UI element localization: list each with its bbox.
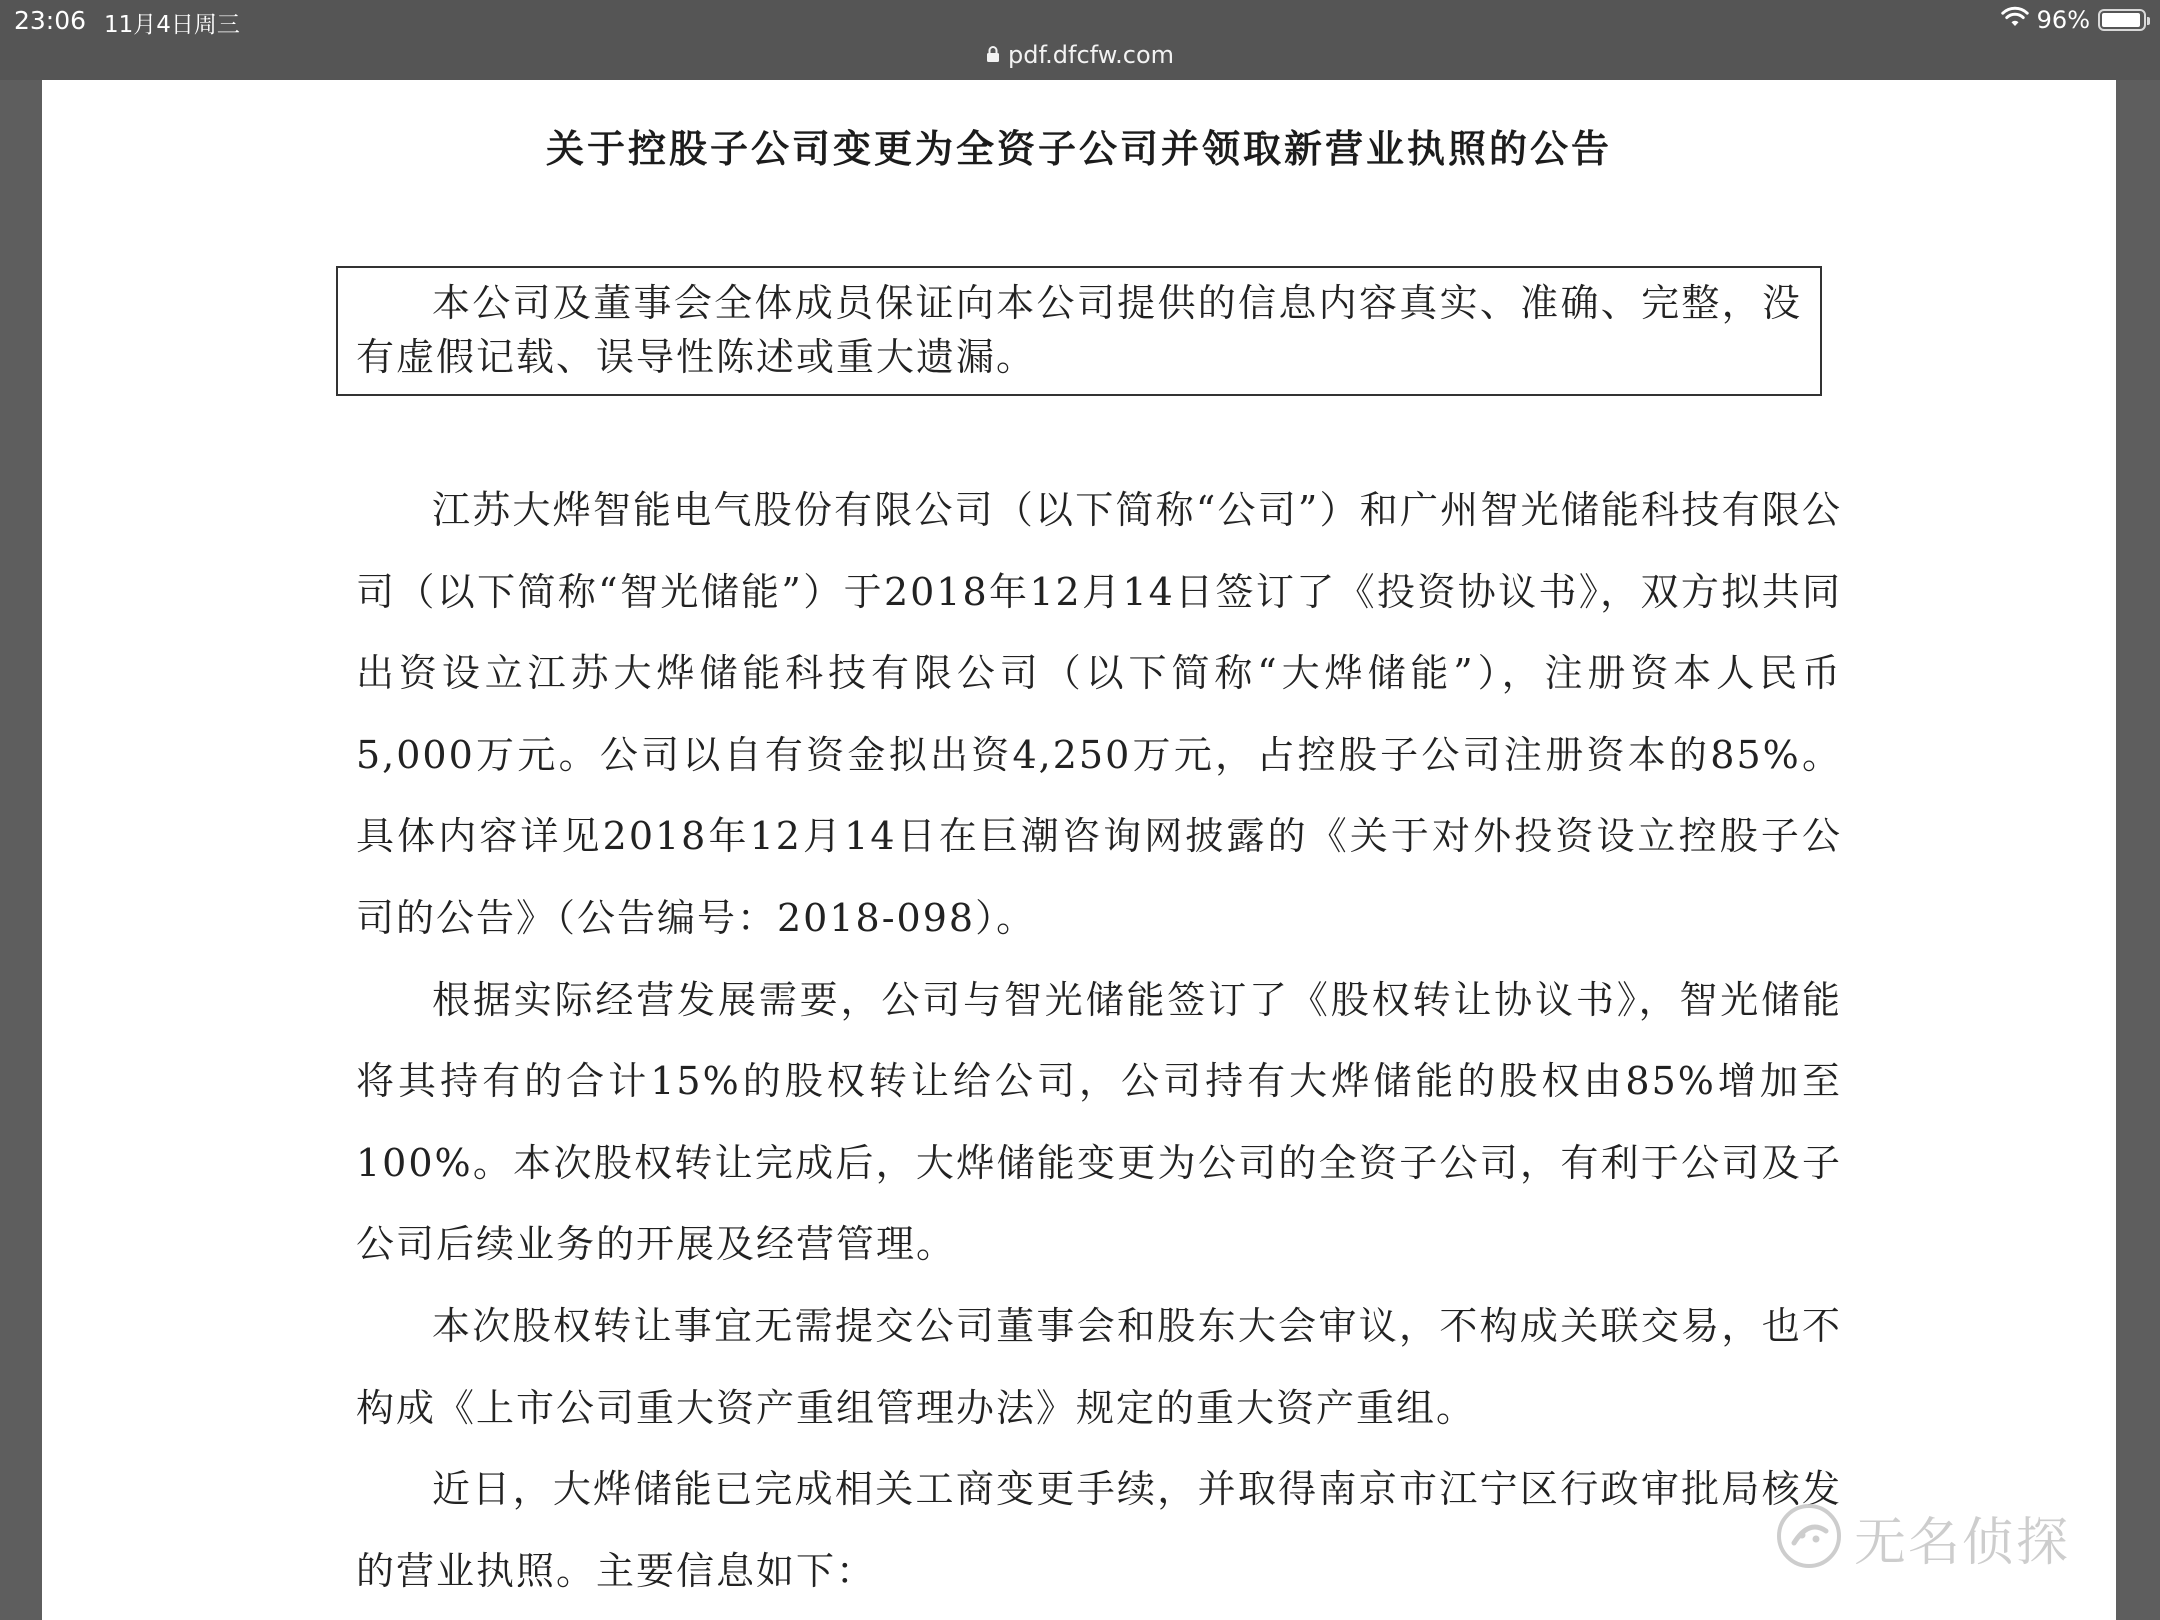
battery-percent: 96%	[2036, 6, 2090, 34]
board-guarantee-text: 本公司及董事会全体成员保证向本公司提供的信息内容真实、准确、完整，没有虚假记载、误导性陈述或重大遗漏。	[356, 281, 1802, 379]
paragraph-business-license: 近日，大烨储能已完成相关工商变更手续，并取得南京市江宁区行政审批局核发的营业执照。主要信息如下：	[356, 1467, 1842, 1593]
pdf-page	[42, 80, 2116, 1620]
address-bar[interactable]	[0, 38, 2160, 72]
paragraph-background: 江苏大烨智能电气股份有限公司（以下简称“公司”）和广州智光储能科技有限公司（以下简称“智光储能”）于2018年12月14日签订了《投资协议书》，双方拟共同出资设立江苏大烨储能科技有限公司（以下简称“大烨储能”），注册资本人民币5,000万元。公司以自有资金拟出资4,250万元，占控股子公司注册资本的85%。具体内容详见2018年12月14日在巨潮咨询网披露的《关于对外投资设立控股子公司的公告》（公告编号：2018-098）。	[356, 488, 1842, 940]
board-guarantee-box	[336, 266, 1822, 396]
status-indicators	[2001, 4, 2146, 36]
lock-icon	[986, 41, 1000, 69]
watermark	[1774, 1500, 2070, 1575]
paragraph-approval: 本次股权转让事宜无需提交公司董事会和股东大会审议，不构成关联交易，也不构成《上市公司重大资产重组管理办法》规定的重大资产重组。	[356, 1303, 1842, 1430]
battery-level	[2102, 13, 2140, 27]
status-date: 11月4日周三	[104, 12, 240, 38]
watermark-text: 无名侦探	[1854, 1513, 2071, 1573]
wifi-icon	[2001, 6, 2029, 34]
paragraph-equity-transfer: 根据实际经营发展需要，公司与智光储能签订了《股权转让协议书》，智光储能将其持有的合计15%的股权转让给公司，公司持有大烨储能的股权由85%增加至100%。本次股权转让完成后，大烨储能变更为公司的全资子公司，有利于公司及子公司后续业务的开展及经营管理。	[356, 977, 1842, 1267]
browser-chrome	[0, 0, 2160, 80]
document-body	[356, 470, 1842, 1612]
battery-icon	[2098, 9, 2146, 31]
document-title: 关于控股子公司变更为全资子公司并领取新营业执照的公告	[545, 126, 1612, 171]
url-text[interactable]: pdf.dfcfw.com	[1007, 41, 1175, 69]
status-time: 23:06	[14, 6, 87, 35]
detective-face-icon	[1774, 1501, 1844, 1575]
